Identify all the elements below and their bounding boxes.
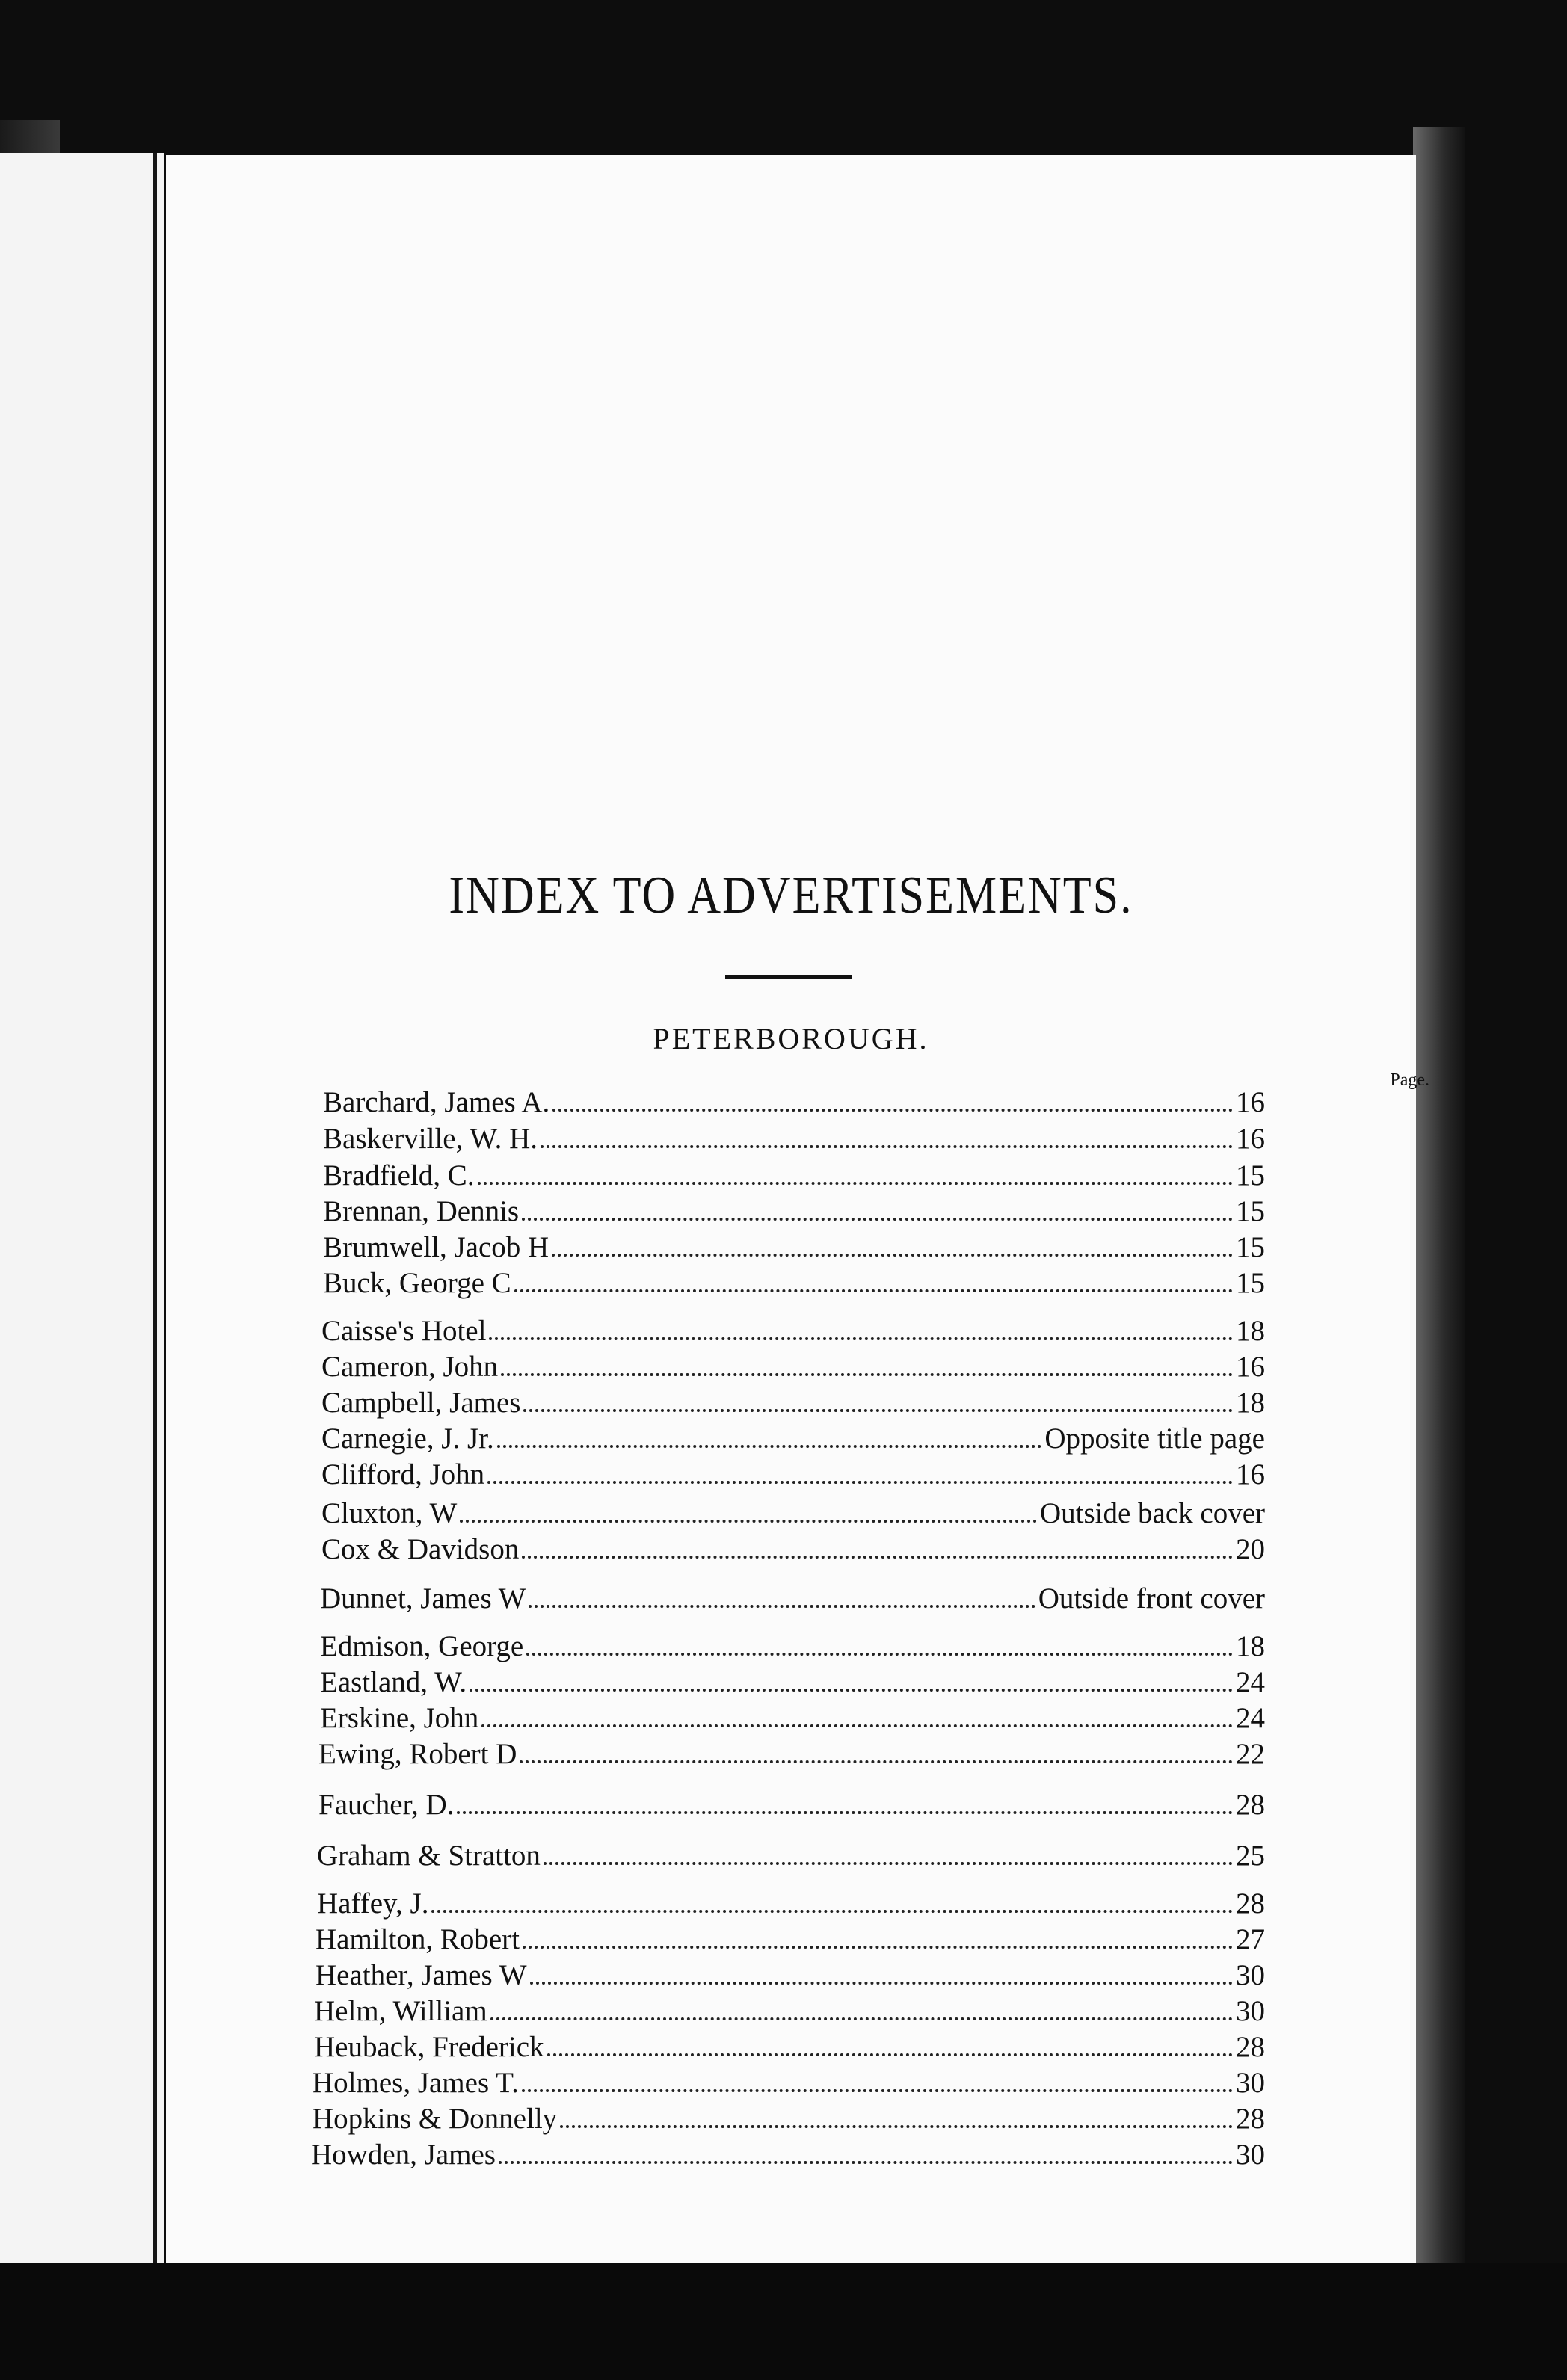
- entry-name: Hopkins & Donnelly: [313, 2103, 558, 2135]
- entry-page: 28: [1236, 2103, 1265, 2135]
- entry-page: 15: [1236, 1231, 1265, 1263]
- entry-page: 18: [1236, 1315, 1265, 1347]
- index-entry: [313, 2102, 1265, 2139]
- dot-leader: [541, 1136, 1233, 1148]
- entry-page: 30: [1236, 1959, 1265, 1991]
- index-entry: [321, 1532, 1265, 1570]
- entry-name: Barchard, James A.: [323, 1086, 550, 1118]
- index-entry: [321, 1350, 1265, 1387]
- dot-leader: [526, 1644, 1233, 1656]
- dot-leader: [501, 1364, 1233, 1376]
- index-entry: [323, 1194, 1265, 1232]
- book-page-edges: [1413, 127, 1465, 2280]
- index-entry: [315, 1958, 1265, 1996]
- dot-leader: [481, 1715, 1233, 1727]
- index-entry: [320, 1665, 1265, 1703]
- index-entry: [321, 1314, 1265, 1351]
- entry-name: Brennan, Dennis: [323, 1195, 520, 1227]
- entry-page: 27: [1236, 1923, 1265, 1955]
- entry-name: Caisse's Hotel: [321, 1315, 487, 1347]
- entry-name: Helm, William: [314, 1995, 487, 2027]
- index-entry: [321, 1422, 1265, 1459]
- index-entry: [313, 2066, 1265, 2103]
- entry-name: Cluxton, W: [321, 1497, 458, 1529]
- dot-leader: [560, 2116, 1233, 2128]
- entry-page: 28: [1236, 1887, 1265, 1920]
- entry-name: Howden, James: [311, 2139, 496, 2171]
- index-entry: [320, 1582, 1265, 1619]
- entry-page: 18: [1236, 1387, 1265, 1419]
- dot-leader: [489, 1328, 1233, 1340]
- entry-name: Cameron, John: [321, 1351, 499, 1383]
- index-entry: [315, 1923, 1265, 1960]
- dot-leader: [470, 1680, 1233, 1692]
- dot-leader: [530, 1973, 1233, 1985]
- entry-page: 20: [1236, 1533, 1265, 1565]
- entry-name: Haffey, J.: [317, 1887, 429, 1920]
- index-entry: [321, 1496, 1265, 1534]
- page-column-header: Page.: [1390, 1070, 1429, 1090]
- binding-gutter: [153, 153, 157, 2269]
- index-entry: [323, 1230, 1265, 1268]
- entry-page: 18: [1236, 1630, 1265, 1662]
- entry-page: 16: [1236, 1123, 1265, 1155]
- entry-page: 16: [1236, 1458, 1265, 1490]
- index-entry: [318, 1788, 1265, 1825]
- entry-name: Faucher, D.: [318, 1789, 455, 1821]
- entry-page: 16: [1236, 1086, 1265, 1118]
- entry-page: 30: [1236, 2139, 1265, 2171]
- entry-name: Hamilton, Robert: [315, 1923, 520, 1955]
- dot-leader: [552, 1245, 1233, 1257]
- dot-leader: [514, 1280, 1233, 1292]
- entry-page: 16: [1236, 1351, 1265, 1383]
- entry-page: 30: [1236, 1995, 1265, 2027]
- entry-name: Brumwell, Jacob H: [323, 1231, 549, 1263]
- entry-name: Dunnet, James W: [320, 1582, 526, 1615]
- dot-leader: [523, 1400, 1233, 1412]
- entry-name: Graham & Stratton: [317, 1840, 541, 1872]
- entry-page: 28: [1236, 1789, 1265, 1821]
- dot-leader: [457, 1802, 1233, 1814]
- entry-page: 24: [1236, 1702, 1265, 1734]
- entry-page: 28: [1236, 2031, 1265, 2063]
- index-entry: [321, 1458, 1265, 1495]
- dot-leader: [497, 1436, 1042, 1448]
- entry-page: Outside front cover: [1038, 1582, 1265, 1615]
- scan-background-bottom: [0, 2263, 1567, 2380]
- entry-page: 30: [1236, 2067, 1265, 2099]
- entry-page: 24: [1236, 1666, 1265, 1698]
- entry-name: Heather, James W: [315, 1959, 527, 1991]
- entry-name: Buck, George C: [323, 1267, 511, 1299]
- page-title: INDEX TO ADVERTISEMENTS.: [449, 866, 1133, 925]
- entry-name: Clifford, John: [321, 1458, 485, 1490]
- entry-name: Edmison, George: [320, 1630, 524, 1662]
- entry-name: Eastland, W.: [320, 1666, 467, 1698]
- index-entry: [321, 1386, 1265, 1423]
- dot-leader: [460, 1511, 1037, 1523]
- dot-leader: [552, 1100, 1233, 1112]
- index-entry: [320, 1630, 1265, 1667]
- index-entry: [317, 1839, 1265, 1876]
- dot-leader: [431, 1901, 1233, 1913]
- dot-leader: [499, 2152, 1233, 2164]
- dot-leader: [544, 1853, 1233, 1865]
- dot-leader: [490, 2008, 1233, 2020]
- entry-name: Carnegie, J. Jr.: [321, 1422, 494, 1455]
- dot-leader: [529, 1596, 1035, 1608]
- dot-leader: [478, 1173, 1233, 1185]
- index-list: [166, 155, 1416, 2263]
- dot-leader: [522, 2080, 1233, 2092]
- entry-page: Opposite title page: [1044, 1422, 1265, 1455]
- index-entry: [314, 2030, 1265, 2068]
- entry-page: 25: [1236, 1840, 1265, 1872]
- right-page: [166, 155, 1429, 2263]
- left-page-edge: [0, 153, 164, 2269]
- entry-page: 15: [1236, 1267, 1265, 1299]
- dot-leader: [520, 1751, 1233, 1763]
- dot-leader: [523, 1937, 1233, 1949]
- section-heading: PETERBOROUGH.: [653, 1022, 929, 1055]
- dot-leader: [547, 2044, 1233, 2056]
- index-entry: [311, 2138, 1265, 2175]
- entry-name: Erskine, John: [320, 1702, 479, 1734]
- index-entry: [317, 1887, 1265, 1924]
- entry-name: Ewing, Robert D: [318, 1738, 517, 1770]
- index-entry: [323, 1085, 1265, 1123]
- dot-leader: [522, 1547, 1233, 1559]
- dot-leader: [487, 1472, 1233, 1484]
- index-entry: [314, 1994, 1265, 2032]
- entry-name: Baskerville, W. H.: [323, 1123, 538, 1155]
- entry-page: 22: [1236, 1738, 1265, 1770]
- entry-name: Heuback, Frederick: [314, 2031, 544, 2063]
- index-entry: [323, 1122, 1265, 1159]
- entry-name: Cox & Davidson: [321, 1533, 520, 1565]
- entry-page: Outside back cover: [1039, 1497, 1265, 1529]
- entry-name: Holmes, James T.: [313, 2067, 519, 2099]
- index-entry: [320, 1701, 1265, 1739]
- index-entry: [323, 1159, 1265, 1196]
- entry-page: 15: [1236, 1159, 1265, 1191]
- entry-name: Campbell, James: [321, 1387, 521, 1419]
- index-entry: [323, 1266, 1265, 1304]
- index-entry: [318, 1737, 1265, 1775]
- entry-name: Bradfield, C.: [323, 1159, 475, 1191]
- entry-page: 15: [1236, 1195, 1265, 1227]
- dot-leader: [522, 1209, 1233, 1221]
